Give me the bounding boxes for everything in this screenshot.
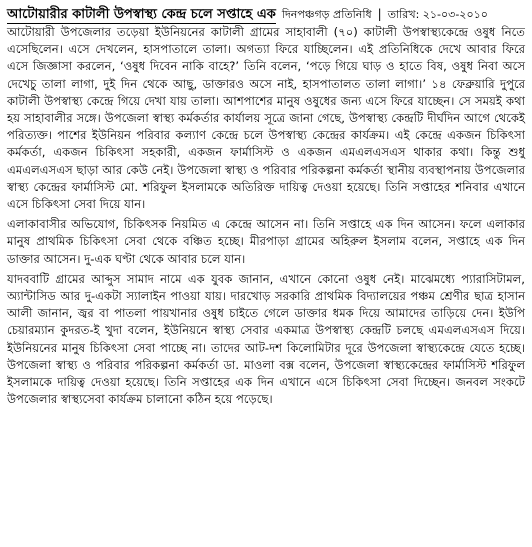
paragraph-2: এলাকাবাসীর অভিযোগ, চিকিৎসক নিয়মিত এ কেন্দ্রে আসেন না। তিনি সপ্তাহে এক দিন আসেন। ফলে এলাকার মানুষ প্রাথমিক চিকিৎসা সেবা থেকে বঞ্চিত হচ্ছে। মীরপাড়া গ্রামের অহিরুল ইসলাম বলেন, সপ্তাহে এক দিন ডাক্তার আসেন। দু-এক ঘণ্টা থেকে আবার চলে যান। bbox=[7, 217, 525, 266]
headline: আটোয়ারীর কাটালী উপস্বাস্থ্য কেন্দ্র চলে সপ্তাহে এক bbox=[7, 7, 276, 22]
byline: দিনপঞ্চগড় প্রতিনিধি bbox=[281, 8, 372, 21]
clipping-header bbox=[7, 6, 525, 24]
date-label: তারিখ: ২১-০৩-২০১০ bbox=[387, 8, 488, 21]
paragraph-1: আটোয়ারী উপজেলার তড়েয়া ইউনিয়নের কাটালী গ্রামের সাহাবালী (৭০) কাটালী উপস্বাস্থ্যকেন্দ্রে ওষুধ নিতে এসেছিলেন। এসে দেখলেন, হাসপাতালে তালা। অগত্যা ফিরে যাচ্ছিলেন। এই প্রতিনিধিকে দেখে আবার ফিরে এসে জিজ্ঞাসা করলেন, ‘ওষুধ দিবেন নাকি বাহে?’ তিনি বলেন, ‘পড়ে গিয়ে ঘাড় ও হাতে বিষ, ওষুধ নিবা অসে দেখেচু তালা লাগা, দুই দিন থেকে আছু, ডাক্তারও অসে নাই, হাসপাতালত তালা লাগা।’ ১৪ ফেব্রুয়ারি দুপুরে কাটালী উপস্বাস্থ্য কেন্দ্রে গিয়ে দেখা যায় তালা। আশপাশের মানুষ ওষুধের জন্য এসে ফিরে যাচ্ছেন। সে সময়ই কথা হয় সাহাবালীর সঙ্গে। উপজেলা স্বাস্থ্য কর্মকর্তার কার্যালয় সূত্রে জানা গেছে, উপস্বাস্থ্য কেন্দ্রটি দীর্ঘদিন আগে থেকেই পরিত্যক্ত। পাশের ইউনিয়ন পরিবার কল্যাণ কেন্দ্রে চলে উপস্বাস্থ্য কেন্দ্রের কার্যক্রম। এই কেন্দ্রে একজন চিকিৎসা কর্মকর্তা, একজন চিকিৎসা সহকারী, একজন ফার্মাসিস্ট ও একজন এমএলএসএস থাকার কথা। কিন্তু শুধু এমএলএসএস ছাড়া আর কেউ নেই। উপজেলা স্বাস্থ্য ও পরিবার পরিকল্পনা কর্মকর্তা স্থানীয় ব্যবস্থাপনায় উপজেলার স্বাস্থ্য কেন্দ্রের ফার্মাসিস্ট মো. শরিফুল ইসলামকে অতিরিক্ত দায়িত্ব দেওয়া হয়েছে। তিনি সপ্তাহের শনিবার এখানে এসে চিকিৎসা সেবা দিয়ে যান। bbox=[7, 25, 525, 212]
paragraph-3: যাদববাটি গ্রামের আব্দুস সামাদ নামে এক যুবক জানান, এখানে কোনো ওষুধ নেই। মাঝেমধ্যে প্যারাসিটামল, অ্যান্টাসিড আর দু-একটা স্যালাইন পাওয়া যায়। দারখোড় সরকারি প্রাথমিক বিদ্যালয়ের পঞ্চম শ্রেণীর ছাত্র হাসান আলী জানান, জ্বর বা পাতলা পায়খানার ওষুধ চাইতে গেলে ডাক্তার ধমক দিয়ে আমাদের তাড়িয়ে দেন। ইউপি চেয়ারম্যান কুদরত-ই খুদা বলেন, ইউনিয়নে স্বাস্থ্য সেবার একমাত্র উপস্বাস্থ্য কেন্দ্রটি চলছে এমএলএসএস দিয়ে। ইউনিয়নের মানুষ চিকিৎসা সেবা পাচ্ছে না। তাদের আট-দশ কিলোমিটার দূরে উপজেলা স্বাস্থ্যকেন্দ্রে যেতে হচ্ছে। উপজেলা স্বাস্থ্য ও পরিবার পরিকল্পনা কর্মকর্তা ডা. মাওলা বক্স বলেন, উপজেলা স্বাস্থ্যকেন্দ্রের ফার্মাসিস্ট শরিফুল ইসলামকে দায়িত্ব দেওয়া হয়েছে। তিনি সপ্তাহের এক দিন এখানে এসে চিকিৎসা সেবা দিচ্ছেন। জনবল সংকটে উপজেলার স্বাস্থ্যসেবা কার্যক্রম চালানো কঠিন হয়ে পড়েছে। bbox=[7, 271, 525, 407]
article-body bbox=[7, 24, 525, 408]
header-separator: | bbox=[377, 7, 382, 21]
